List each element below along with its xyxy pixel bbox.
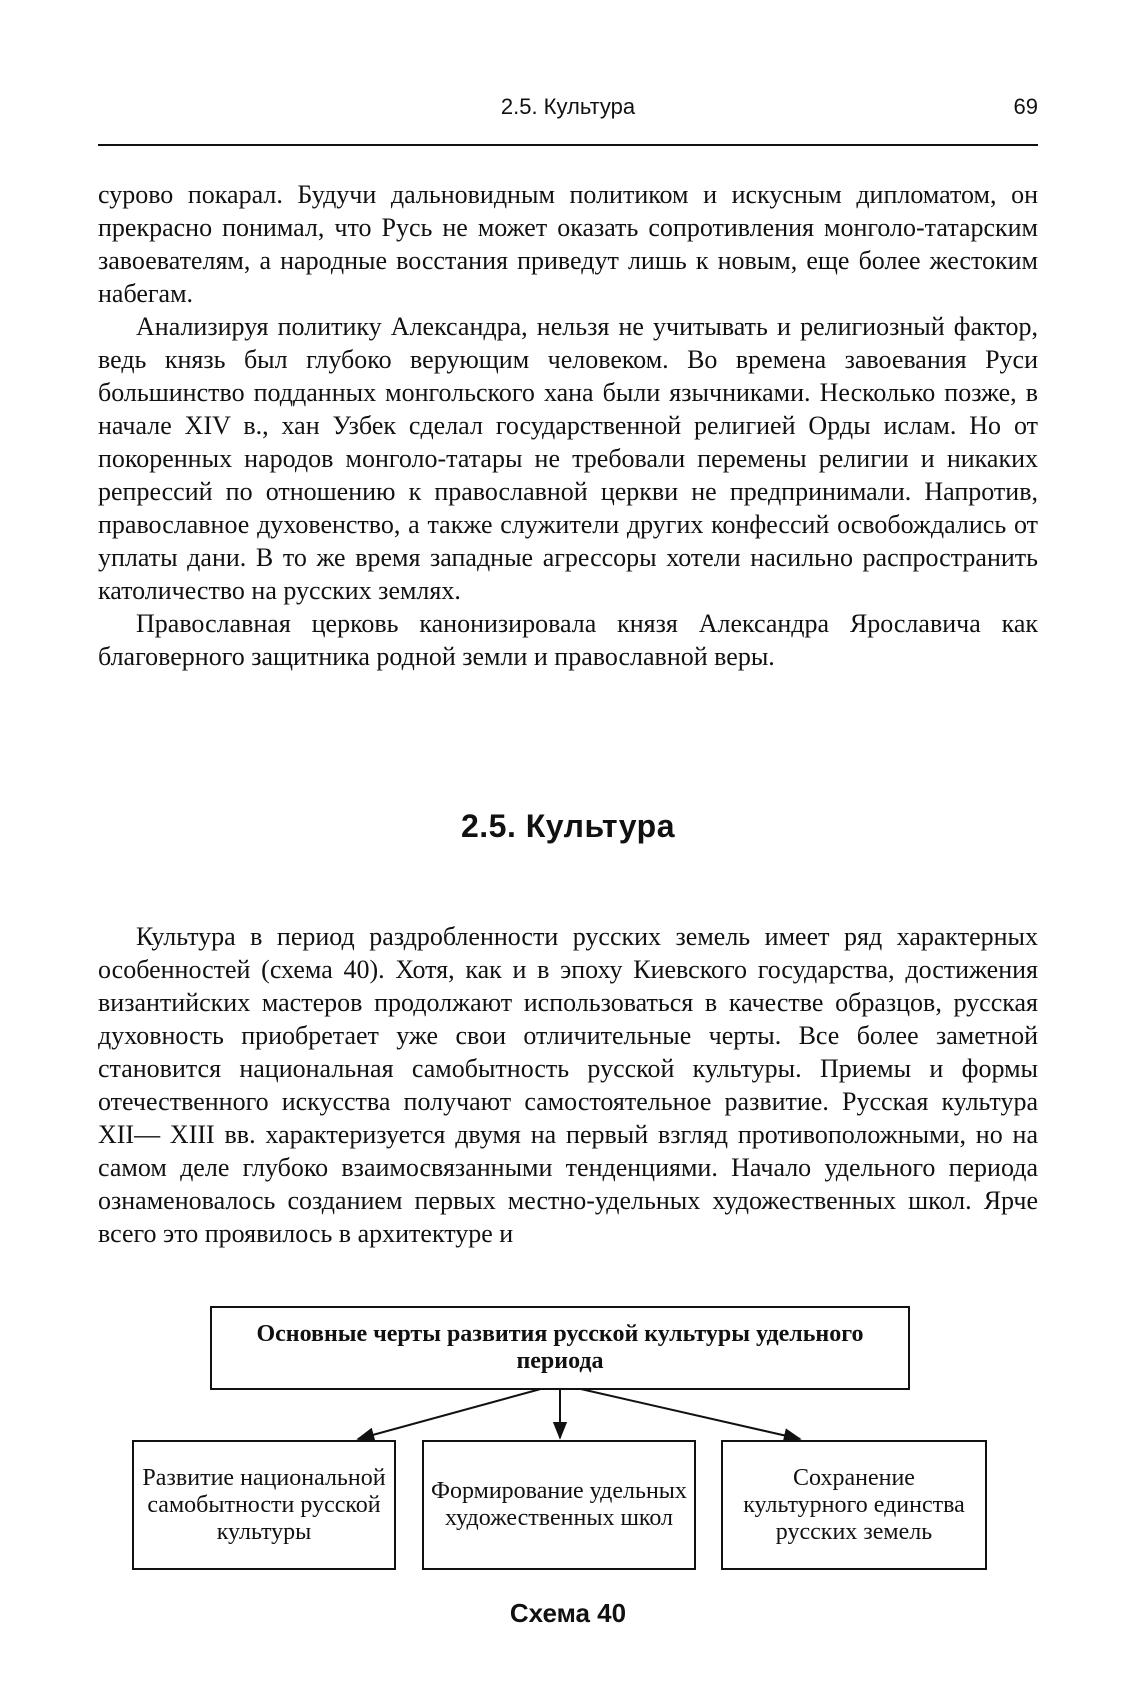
paragraph: сурово покарал. Будучи дальновидным политиком и искусным дипломатом, он прекрасно понимал, что Русь не может оказать сопротивления монголо-татарским завоевателям, а народные восстания приведут лишь к новым, еще более жестоким набегам. <box>98 180 1038 308</box>
section-title: 2.5. Культура <box>460 808 676 844</box>
running-title: 2.5. Культура <box>500 94 636 119</box>
scheme-caption: Схема 40 <box>509 1598 627 1628</box>
scheme-middle-label: Формирование удельных художественных школ <box>431 1478 687 1531</box>
arrow-left <box>358 1387 548 1439</box>
scheme-box-right <box>721 1440 987 1570</box>
scheme-box-left <box>132 1440 396 1570</box>
body-text-before-section <box>98 178 1038 673</box>
scheme-box-middle <box>422 1440 696 1570</box>
scheme-main-label: Основные черты развития русской культуры удельного периода <box>256 1321 864 1374</box>
paragraph: Культура в период раздробленности русских земель имеет ряд характерных особенностей (схема 40). Хотя, как и в эпоху Киевского государства, достижения византийских мастеров продолжают использоваться в качестве образцов, русская духовность приобретает уже свои отличительные черты. Все более заметной становится национальная самобытность русской культуры. Приемы и формы отечественного искусства получают самостоятельное развитие. Русская культура XII— XIII вв. характеризуется двумя на первый взгляд противоположными, но на самом деле глубоко взаимосвязанными тенденциями. Начало удельного периода ознаменовалось созданием первых местно-удельных художественных школ. Ярче всего это проявилось в архитектуре и <box>98 922 1038 1248</box>
scheme-left-label: Развитие национальной самобытности русской культуры <box>142 1464 386 1545</box>
arrow-right <box>572 1387 800 1439</box>
paragraph: Анализируя политику Александра, нельзя не учитывать и религиозный фактор, ведь князь был глубоко верующим человеком. Во времена завоевания Руси большинство подданных монгольского хана были язычниками. Несколько позже, в начале XIV в., хан Узбек сделал государственной религией Орды ислам. Но от покоренных народов монголо-татары не требовали перемены религии и никаких репрессий по отношению к православной церкви не предпринимали. Напротив, православное духовенство, а также служители других конфессий освобождались от уплаты дани. В то же время западные агрессоры хотели насильно распространить католичество на русских землях. <box>98 312 1038 605</box>
paragraph: Православная церковь канонизировала князя Александра Ярославича как благоверного защитника родной земли и православной веры. <box>98 609 1038 671</box>
header-rule <box>98 144 1038 146</box>
scheme-main-box <box>210 1306 910 1390</box>
running-header <box>98 90 1038 130</box>
page-number: 69 <box>1013 94 1038 119</box>
body-text-section <box>98 920 1038 1250</box>
scheme-right-label: Сохранение культурного единства русских земель <box>743 1464 965 1545</box>
